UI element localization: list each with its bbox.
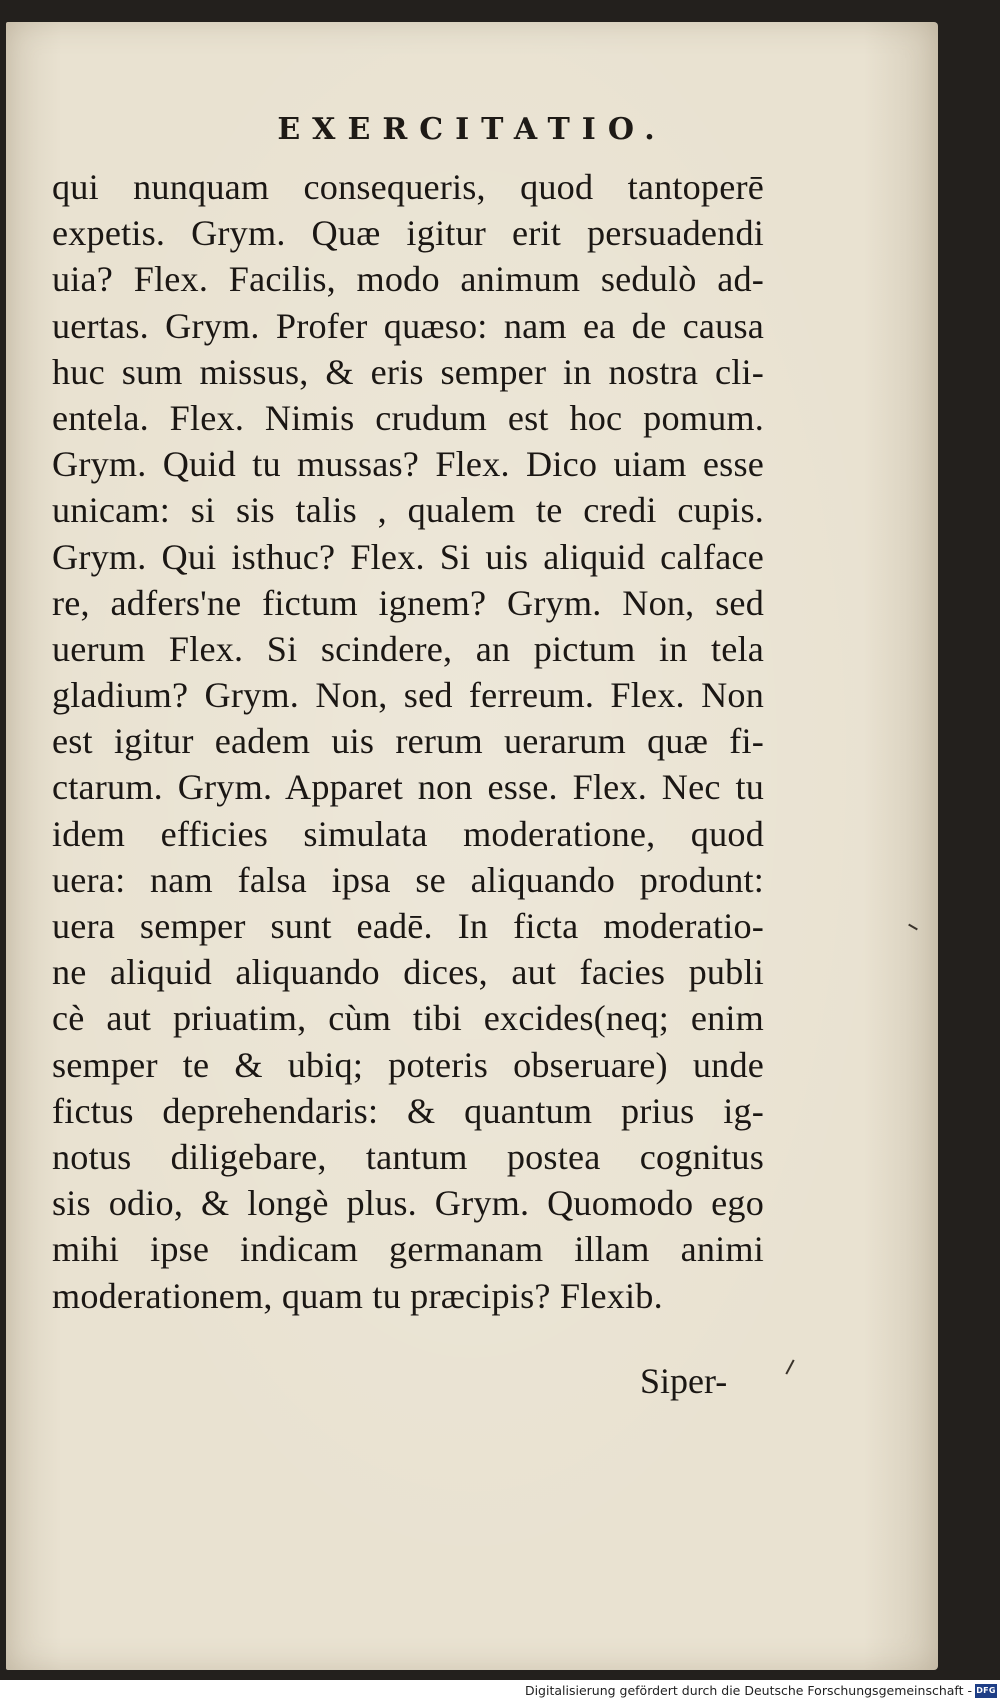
footer-bar <box>0 1680 1000 1703</box>
paper-speck <box>908 924 918 931</box>
text-line: sis odio, & longè plus. Grym. Quomodo ego <box>52 1183 764 1224</box>
text-line: expetis. Grym. Quæ igitur erit persuadendi <box>52 213 764 254</box>
text-line: mihi ipse indicam germanam illam animi <box>52 1229 764 1270</box>
text-line: notus diligebare, tantum postea cognitus <box>52 1136 764 1177</box>
text-line: cè aut priuatim, cùm tibi excides(neq; enim <box>52 998 764 1039</box>
running-head: EXERCITATIO. <box>277 112 667 147</box>
catchword: Siper- <box>640 1361 728 1401</box>
text-line: semper te & ubiq; poteris obseruare) unde <box>52 1044 764 1085</box>
text-line: uera: nam falsa ipsa se aliquando produnt: <box>52 859 764 900</box>
text-line: entela. Flex. Nimis crudum est hoc pomum. <box>52 397 764 438</box>
paper-speck <box>785 1359 794 1374</box>
text-line: ctarum. Grym. Apparet non esse. Flex. Nec tu <box>52 767 764 808</box>
text-line: Grym. Qui isthuc? Flex. Si uis aliquid calface <box>52 536 764 577</box>
dfg-logo-icon: DFG <box>975 1684 997 1698</box>
text-line: est igitur eadem uis rerum uerarum quæ fi- <box>52 721 764 762</box>
funding-credit: Digitalisierung gefördert durch die Deutsche Forschungsgemeinschaft - <box>524 1683 972 1698</box>
text-line: fictus deprehendaris: & quantum prius ig- <box>52 1090 764 1131</box>
text-line: moderationem, quam tu præcipis? Flexib. <box>52 1275 663 1316</box>
text-line: ne aliquid aliquando dices, aut facies publi <box>52 952 764 993</box>
text-line: uia? Flex. Facilis, modo animum sedulò ad- <box>52 259 764 300</box>
body-text <box>52 164 764 1319</box>
text-line: huc sum missus, & eris semper in nostra cli- <box>52 351 764 392</box>
text-line: unicam: si sis talis , qualem te credi cupis. <box>52 490 764 531</box>
text-line: uera semper sunt eadē. In ficta moderatio- <box>52 906 764 946</box>
text-line: uertas. Grym. Profer quæso: nam ea de causa <box>52 305 764 346</box>
text-line: uerum Flex. Si scindere, an pictum in tela <box>52 628 764 669</box>
book-page <box>6 22 938 1670</box>
text-line: Grym. Quid tu mussas? Flex. Dico uiam esse <box>52 444 764 485</box>
text-line: idem efficies simulata moderatione, quod <box>52 813 764 854</box>
text-line: gladium? Grym. Non, sed ferreum. Flex. Non <box>52 675 764 716</box>
text-line: qui nunquam consequeris, quod tantoperē <box>52 167 764 207</box>
text-line: re, adfers'ne fictum ignem? Grym. Non, sed <box>52 582 764 623</box>
